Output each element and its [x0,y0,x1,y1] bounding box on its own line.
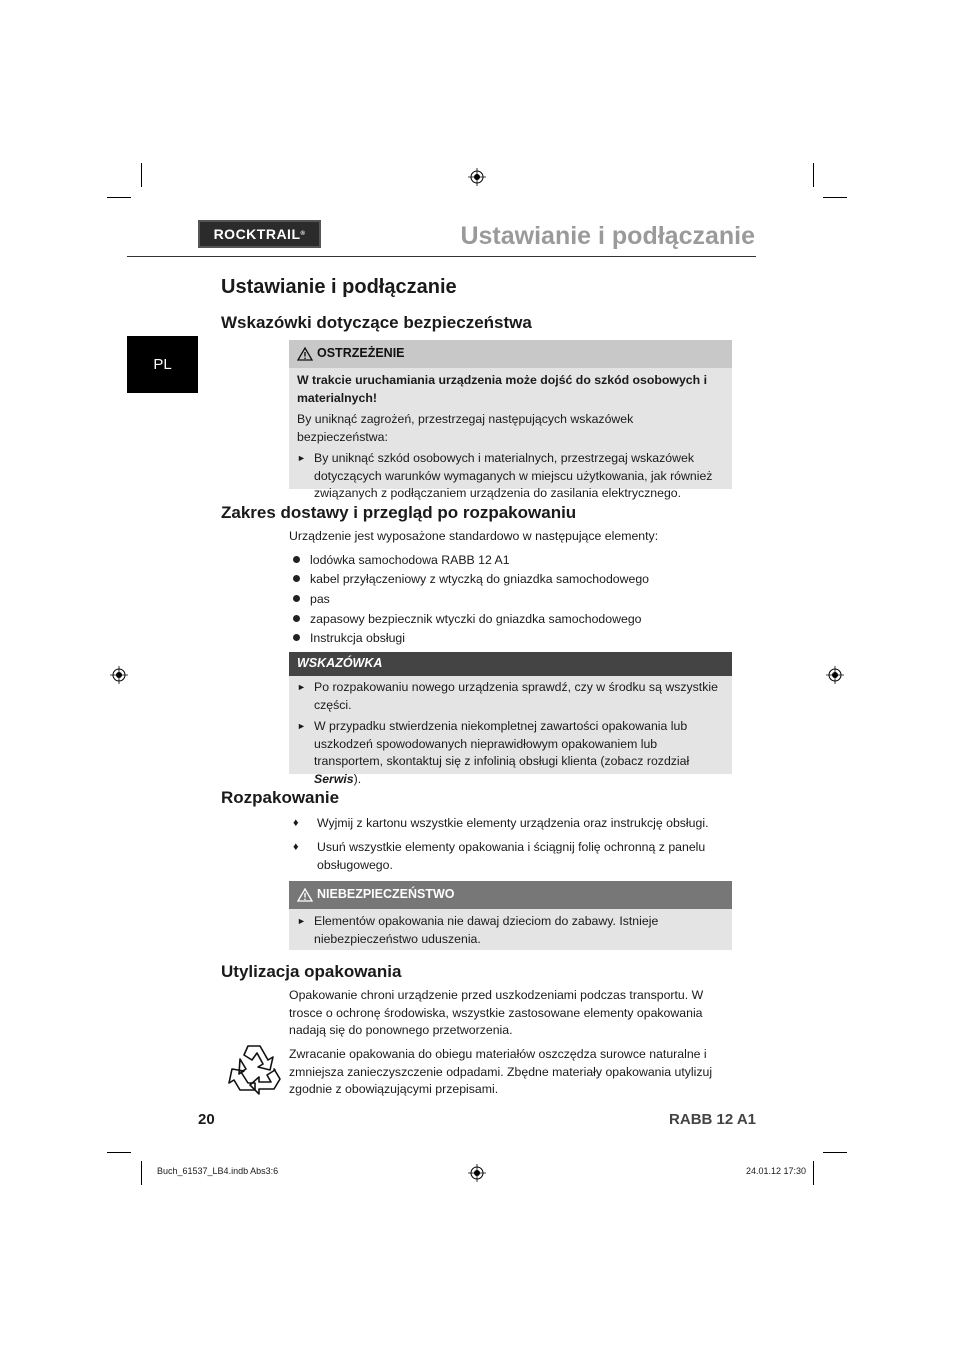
diamond-bullet-icon: ♦ [293,841,299,853]
danger-box [289,881,732,950]
section-heading-unpacking: Rozpakowanie [221,788,340,807]
warning-intro: By uniknąć zagrożeń, przestrzegaj następujących wskazówek bezpieczeństwa: [297,412,634,444]
list-item: kabel przyłączeniowy z wtyczką do gniazdka samochodowego [293,571,649,589]
crop-mark [141,1161,142,1185]
brand-logo: ROCKTRAIL ® [198,220,321,248]
bullet-icon [293,575,300,582]
bullet-icon [293,595,300,602]
language-tab: PL [127,336,198,393]
arrow-bullet-icon: ► [297,682,306,692]
section-heading-safety: Wskazówki dotyczące bezpieczeństwa [221,313,532,332]
model-number: RABB 12 A1 [669,1111,756,1128]
crop-mark [813,1161,814,1185]
section-heading-disposal: Utylizacja opakowania [221,962,402,981]
disposal-paragraph: Zwracanie opakowania do obiegu materiałów oszczędza surowce naturalne i zmniejsza zanieczyszczenie odpadami. Zbędne materiały opakowania utylizuj zgodnie z obowiązującymi przepisami. [289,1047,713,1096]
registration-mark-icon [468,1164,486,1182]
section-heading-delivery: Zakres dostawy i przegląd po rozpakowaniu [221,503,577,522]
warning-box [289,340,732,500]
warning-statement: W trakcie uruchamiania urządzenia może dojść do szkód osobowych i materialnych! [297,373,707,405]
arrow-bullet-icon: ► [297,721,306,731]
note-box [289,652,732,786]
crop-mark [107,197,131,198]
header-divider [127,256,756,257]
warning-triangle-icon [297,347,313,361]
crop-mark [823,197,847,198]
crop-mark [813,163,814,187]
list-item: ► Po rozpakowaniu nowego urządzenia sprawdź, czy w środku są wszystkie części. [297,680,718,712]
diamond-bullet-icon: ♦ [293,817,299,829]
arrow-bullet-icon: ► [297,453,306,463]
bullet-icon [293,615,300,622]
danger-label: NIEBEZPIECZEŃSTWO [317,887,455,902]
registration-mark-icon [110,666,128,684]
list-item: pas [293,591,330,609]
list-item: Instrukcja obsługi [293,630,405,648]
disposal-paragraph: Opakowanie chroni urządzenie przed uszkodzeniami podczas transportu. W trosce o ochronę środowiska, wszystkie zastosowane elementy opakowania nadają się do ponownego przetworzenia. [289,988,704,1037]
list-item: ► By uniknąć szkód osobowych i materialnych, przestrzegaj wskazówek dotyczących warunków wymaganych w miejscu użytkowania, jak również związanych z podłączaniem urządzenia do zasilania elektrycznego. [297,451,713,500]
registration-mark-icon [468,168,486,186]
note-label: WSKAZÓWKA [297,656,383,671]
list-item: zapasowy bezpiecznik wtyczki do gniazdka samochodowego [293,611,642,629]
page-number: 20 [198,1111,215,1128]
arrow-bullet-icon: ► [297,916,306,926]
danger-header [289,881,732,909]
note-header [289,652,732,676]
slug-date: 24.01.12 17:30 [745,1166,806,1176]
bullet-icon [293,556,300,563]
header-title: Ustawianie i podłączanie [460,222,755,250]
crop-mark [141,163,142,187]
list-item: ♦ Usuń wszystkie elementy opakowania i ściągnij folię ochronną z panelu obsługowego. [293,840,706,872]
registration-mark-icon [826,666,844,684]
warning-triangle-icon [297,888,313,902]
recycle-icon [226,1040,284,1096]
page-title: Ustawianie i podłączanie [221,276,457,298]
list-item: ► W przypadku stwierdzenia niekompletnej zawartości opakowania lub uszkodzeń spowodowanych nieprawidłowym opakowaniem lub transportem, skontaktuj się z infolinią obsługi klienta (zobacz rozdział Serwis). [297,719,690,786]
warning-label: OSTRZEŻENIE [317,346,405,361]
warning-header [289,340,732,368]
list-item: ► Elementów opakowania nie dawaj dzieciom do zabawy. Istnieje niebezpieczeństwo uduszenia. [297,914,659,946]
list-item: lodówka samochodowa RABB 12 A1 [293,552,510,570]
bullet-icon [293,634,300,641]
delivery-intro: Urządzenie jest wyposażone standardowo w następujące elementy: [289,529,659,543]
slug-file: Buch_61537_LB4.indb Abs3:6 [157,1166,279,1176]
list-item: ♦ Wyjmij z kartonu wszystkie elementy urządzenia oraz instrukcję obsługi. [293,815,733,833]
crop-mark [823,1152,847,1153]
crop-mark [107,1152,131,1153]
